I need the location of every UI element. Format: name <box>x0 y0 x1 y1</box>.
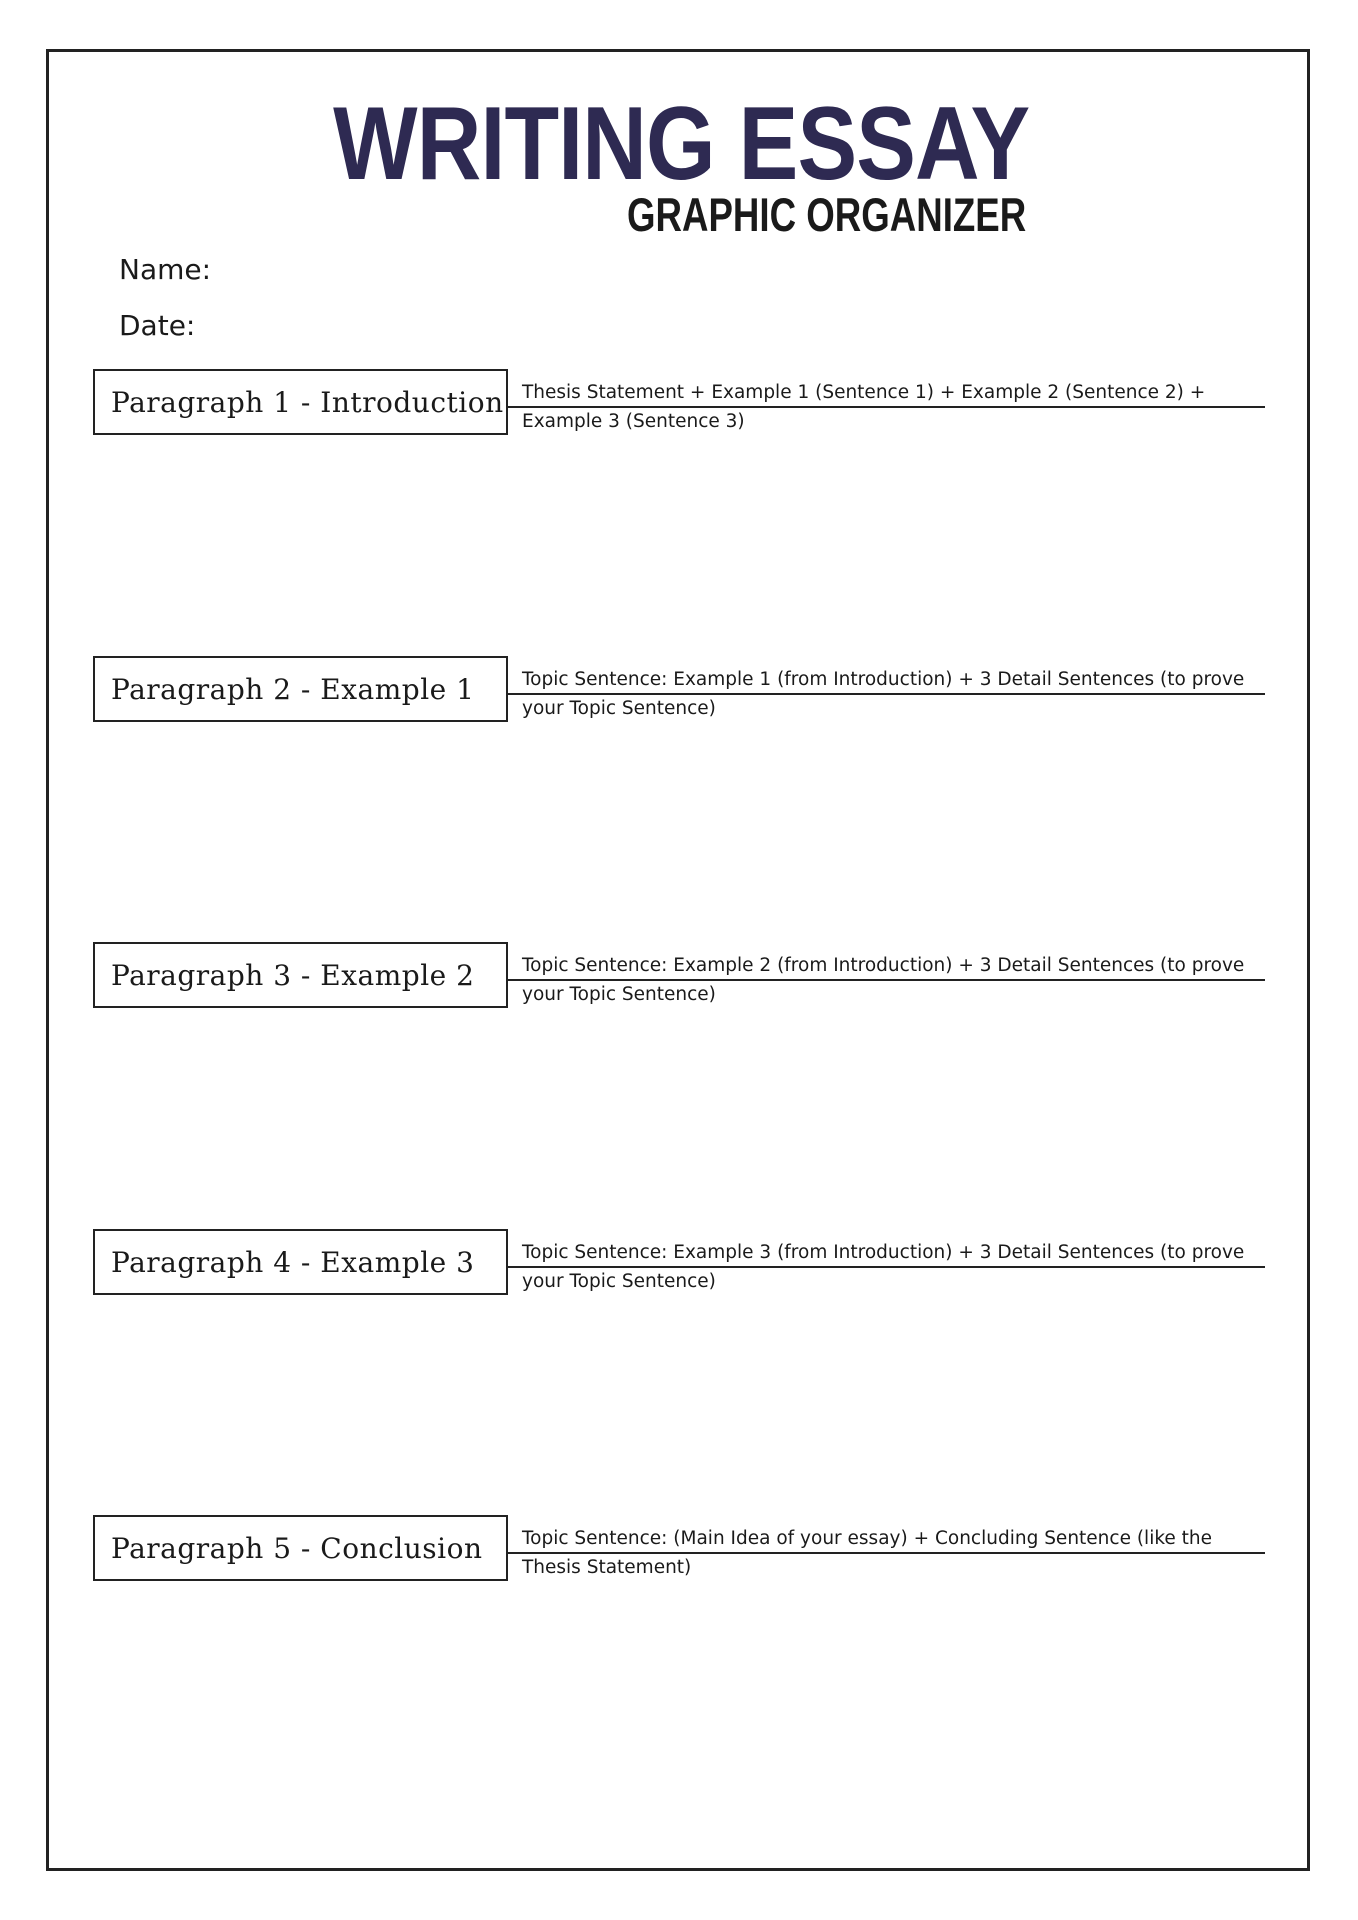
section-paragraph-1 <box>93 369 1265 439</box>
section-paragraph-2 <box>93 656 1265 726</box>
section-instructions: Topic Sentence: (Main Idea of your essay) + Concluding Sentence (like the Thesis Statement) <box>522 1528 1213 1578</box>
section-heading: Paragraph 5 - Conclusion <box>111 1532 483 1565</box>
name-label: Name: <box>119 253 212 286</box>
section-heading-box <box>93 369 508 435</box>
section-instructions: Topic Sentence: Example 3 (from Introduction) + 3 Detail Sentences (to prove your Topic Sentence) <box>522 1242 1245 1292</box>
section-heading: Paragraph 3 - Example 2 <box>111 959 475 992</box>
section-heading: Paragraph 4 - Example 3 <box>111 1246 475 1279</box>
worksheet-title <box>96 86 1264 202</box>
section-paragraph-3 <box>93 942 1265 1012</box>
section-heading: Paragraph 1 - Introduction <box>111 386 504 419</box>
section-heading-box <box>93 942 508 1008</box>
section-heading-box <box>93 656 508 722</box>
section-heading-box <box>93 1515 508 1581</box>
section-paragraph-4 <box>93 1229 1265 1299</box>
worksheet-subtitle: GRAPHIC ORGANIZER <box>627 188 1027 241</box>
section-paragraph-5 <box>93 1515 1265 1585</box>
date-label: Date: <box>119 309 196 342</box>
worksheet-title-text: WRITING ESSAY <box>333 86 1030 202</box>
section-instructions: Thesis Statement + Example 1 (Sentence 1) + Example 2 (Sentence 2) + Example 3 (Sentence 3) <box>522 382 1206 432</box>
section-heading: Paragraph 2 - Example 1 <box>111 673 475 706</box>
section-instructions: Topic Sentence: Example 2 (from Introduction) + 3 Detail Sentences (to prove your Topic Sentence) <box>522 955 1245 1005</box>
section-heading-box <box>93 1229 508 1295</box>
section-instructions: Topic Sentence: Example 1 (from Introduction) + 3 Detail Sentences (to prove your Topic Sentence) <box>522 669 1245 719</box>
